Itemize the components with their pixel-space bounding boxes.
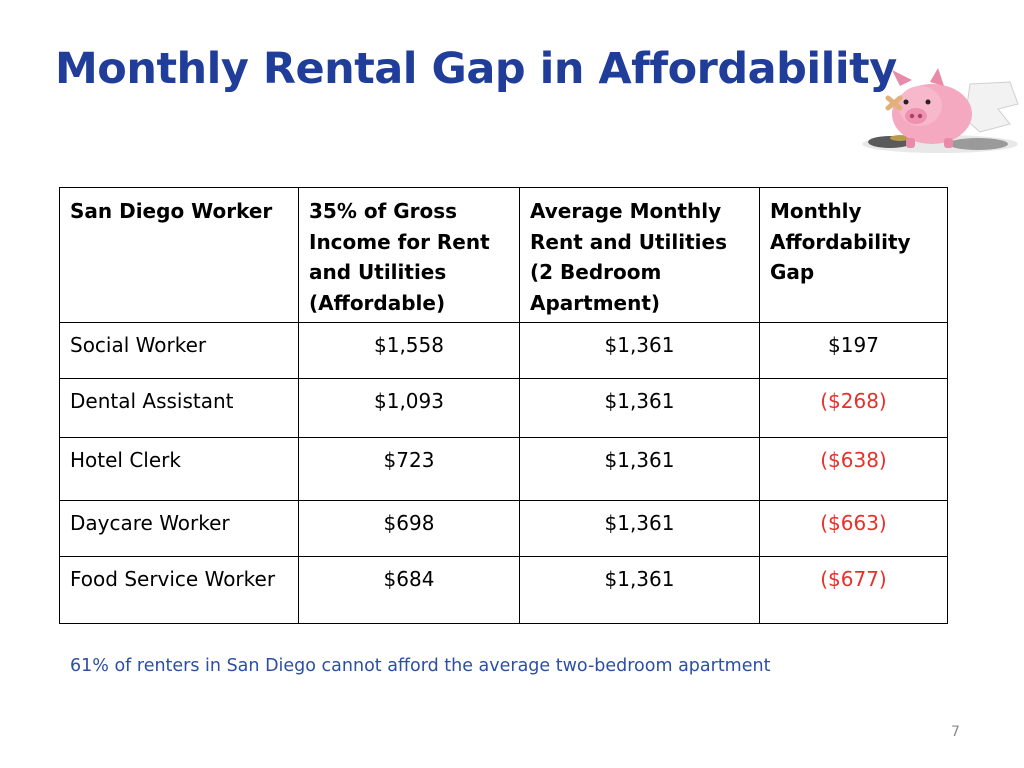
page-number: 7: [951, 724, 960, 740]
average-rent-cell: $1,361: [520, 379, 760, 438]
gap-cell: ($638): [760, 438, 948, 501]
affordable-rent-cell: $698: [299, 501, 520, 557]
affordable-rent-cell: $1,558: [299, 323, 520, 379]
header-affordable-rent: 35% of Gross Income for Rent and Utilities (Affordable): [299, 188, 520, 323]
table-row: [60, 379, 948, 438]
table-row: [60, 438, 948, 501]
average-rent-cell: $1,361: [520, 557, 760, 624]
table-header-row: [60, 188, 948, 323]
gap-cell: ($268): [760, 379, 948, 438]
gap-cell: $197: [760, 323, 948, 379]
worker-cell: Hotel Clerk: [60, 438, 299, 501]
worker-cell: Food Service Worker: [60, 557, 299, 624]
table-row: [60, 323, 948, 379]
worker-cell: Dental Assistant: [60, 379, 299, 438]
gap-cell: ($663): [760, 501, 948, 557]
affordability-gap-table: [59, 187, 948, 624]
header-worker: San Diego Worker: [60, 188, 299, 323]
header-average-rent: Average Monthly Rent and Utilities (2 Bedroom Apartment): [520, 188, 760, 323]
affordable-rent-cell: $1,093: [299, 379, 520, 438]
footnote: 61% of renters in San Diego cannot afford the average two-bedroom apartment: [70, 656, 771, 676]
worker-cell: Daycare Worker: [60, 501, 299, 557]
worker-cell: Social Worker: [60, 323, 299, 379]
average-rent-cell: $1,361: [520, 438, 760, 501]
affordable-rent-cell: $723: [299, 438, 520, 501]
table-row: [60, 557, 948, 624]
header-affordability-gap: Monthly Affordability Gap: [760, 188, 948, 323]
average-rent-cell: $1,361: [520, 501, 760, 557]
average-rent-cell: $1,361: [520, 323, 760, 379]
gap-cell: ($677): [760, 557, 948, 624]
table-row: [60, 501, 948, 557]
broken-piggy-bank-icon: [860, 64, 1020, 154]
affordable-rent-cell: $684: [299, 557, 520, 624]
page-title: Monthly Rental Gap in Affordability: [55, 44, 897, 94]
